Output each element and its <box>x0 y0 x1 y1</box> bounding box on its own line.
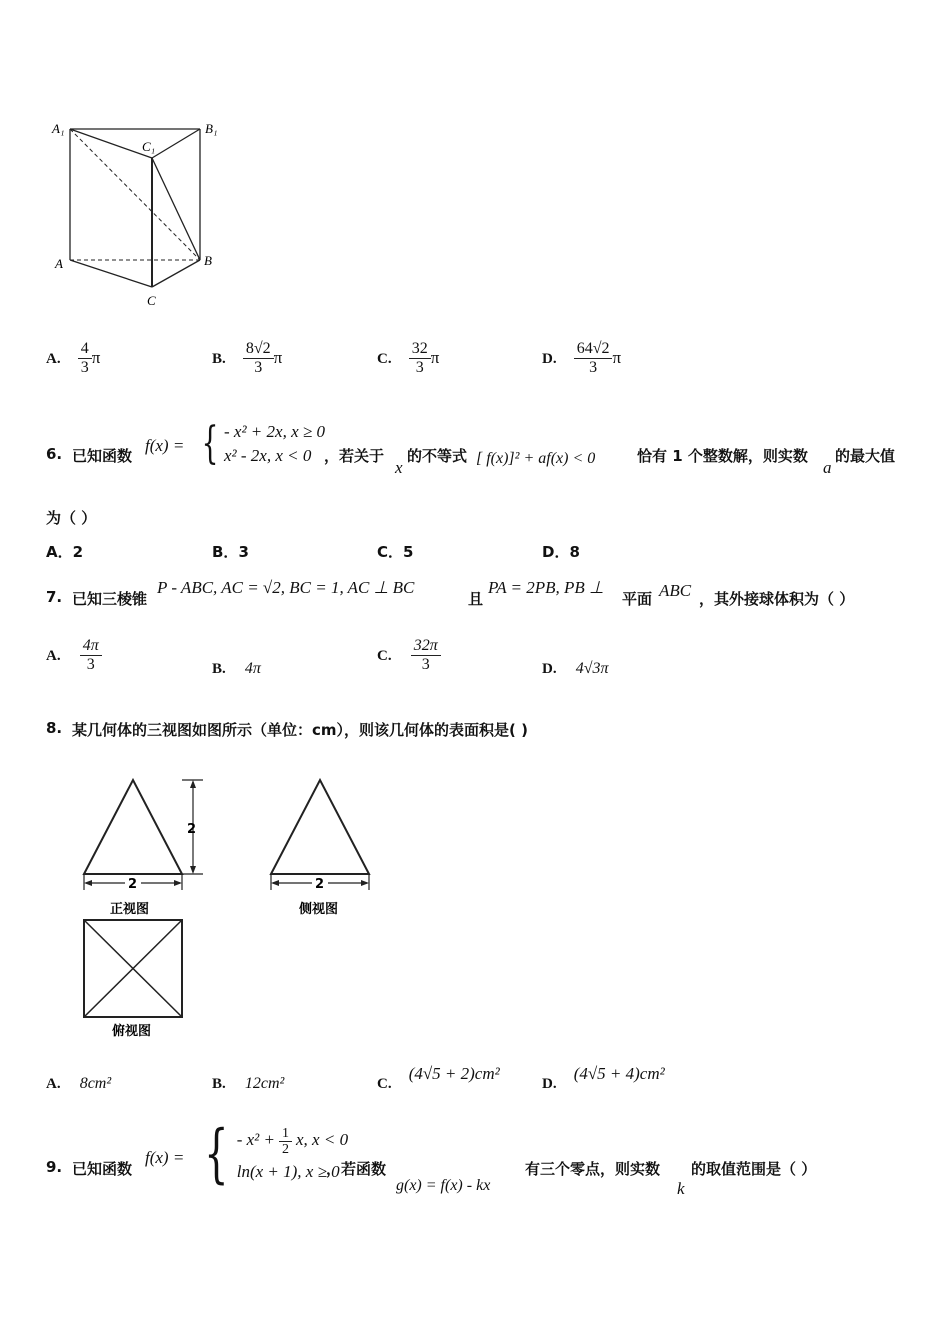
side-view-label: 侧视图 <box>299 902 339 917</box>
q9-number: 9. <box>46 1158 63 1176</box>
q6-option-d[interactable]: D．8 <box>542 543 580 561</box>
q8-option-a[interactable]: A. 8cm² <box>46 1075 112 1092</box>
front-view-label: 正视图 <box>110 902 150 917</box>
q5-option-b[interactable]: B. $\frac{8√2}{3}$ π <box>212 340 283 376</box>
diag-c1b <box>152 158 200 260</box>
q6-text4: 恰有 1 个整数解，则实数 <box>637 447 808 465</box>
q8-option-b[interactable]: B. 12cm² <box>212 1075 285 1092</box>
q9-prefix: 已知函数 <box>72 1160 133 1178</box>
q6-piecewise: { - x² + 2x, x ≥ 0 x² - 2x, x < 0 <box>201 418 325 469</box>
label-a: A <box>55 256 63 271</box>
q5-option-a[interactable]: A. $\frac{4}{3}$ π <box>46 340 101 376</box>
top-view-label: 俯视图 <box>112 1024 152 1039</box>
q6-number: 6. <box>46 445 63 463</box>
label-c1: C₁ <box>142 139 156 154</box>
q6-option-a[interactable]: A．2 <box>46 543 84 561</box>
q6-line2: 为（ ） <box>46 509 97 527</box>
q6-option-b[interactable]: B．3 <box>212 543 249 561</box>
q7-number: 7. <box>46 588 63 606</box>
q7-option-c[interactable]: C. $\frac{32\pi}{3}$ <box>377 637 441 674</box>
edge-a1c1 <box>70 129 152 158</box>
q7-condition2: PA = 2PB, PB ⊥ <box>488 578 604 597</box>
q5-option-d[interactable]: D. $\frac{64√2}{3}$ π <box>542 340 622 376</box>
q8-option-c[interactable]: C. (4√5 + 2)cm² <box>377 1064 500 1092</box>
diag-a1b-hidden <box>70 129 200 260</box>
label-b: B <box>204 253 212 268</box>
q7-option-b[interactable]: B. 4π <box>212 660 261 677</box>
q6-inequality: [ f(x)]² + af(x) < 0 <box>476 450 596 467</box>
brace: { <box>201 418 219 469</box>
label-c: C <box>147 293 156 308</box>
q9-gx: g(x) = f(x) - kx <box>396 1177 491 1194</box>
q7-abc: ABC <box>659 581 692 600</box>
q7-option-a[interactable]: A. $\frac{4\pi}{3}$ <box>46 637 102 674</box>
q6-text3: 的不等式 <box>407 447 468 465</box>
q8-number: 8. <box>46 719 63 737</box>
side-view-triangle <box>271 780 369 874</box>
q9-fx: f(x) = <box>145 1148 185 1167</box>
q6-option-c[interactable]: C．5 <box>377 543 414 561</box>
side-width-dimension: 2 <box>315 877 325 892</box>
q7-condition: P - ABC, AC = √2, BC = 1, AC ⊥ BC <box>157 578 415 597</box>
front-view-triangle <box>84 780 182 874</box>
edge-ac <box>70 260 152 287</box>
q6-text2: ，若关于 <box>324 447 385 465</box>
q7-plane: 平面 <box>622 590 653 608</box>
label-a1: A₁ <box>52 121 65 136</box>
q9-text4: 的取值范围是（ ） <box>691 1160 817 1178</box>
option-letter: C. <box>377 351 392 367</box>
three-view-figure <box>75 770 395 1050</box>
q8-text: 某几何体的三视图如图所示（单位：cm），则该几何体的表面积是( ) <box>72 721 528 739</box>
option-letter: A. <box>46 351 61 367</box>
triangular-prism-figure <box>40 115 240 315</box>
q6-var-x: x <box>395 458 403 477</box>
label-b1: B₁ <box>205 121 218 136</box>
option-letter: D. <box>542 351 557 367</box>
q9-text2: ，若函数 <box>326 1160 387 1178</box>
q7-prefix: 已知三棱锥 <box>72 590 148 608</box>
q7-suffix: ，其外接球体积为（ ） <box>699 590 855 608</box>
q7-option-d[interactable]: D. 4√3π <box>542 660 609 677</box>
q6-fx: f(x) = <box>145 436 185 455</box>
height-dimension: 2 <box>187 822 197 837</box>
brace: { <box>204 1117 229 1191</box>
q6-var-a: a <box>823 458 832 477</box>
edge-b1c1 <box>152 129 200 158</box>
front-width-dimension: 2 <box>128 877 138 892</box>
q9-piecewise: { - x² + $\frac{1}{2}$ x, x < 0 ln(x + 1), x ≥ 0 <box>204 1117 349 1191</box>
q9-var-k: k <box>677 1179 685 1198</box>
edge-bc <box>152 260 200 287</box>
option-letter: B. <box>212 351 226 367</box>
q9-text3: 有三个零点，则实数 <box>525 1160 661 1178</box>
q8-option-d[interactable]: D. (4√5 + 4)cm² <box>542 1064 665 1092</box>
q6-text5: 的最大值 <box>835 447 896 465</box>
q6-prefix: 已知函数 <box>72 447 133 465</box>
q7-and: 且 <box>468 590 484 608</box>
q5-option-c[interactable]: C. $\frac{32}{3}$ π <box>377 340 440 376</box>
